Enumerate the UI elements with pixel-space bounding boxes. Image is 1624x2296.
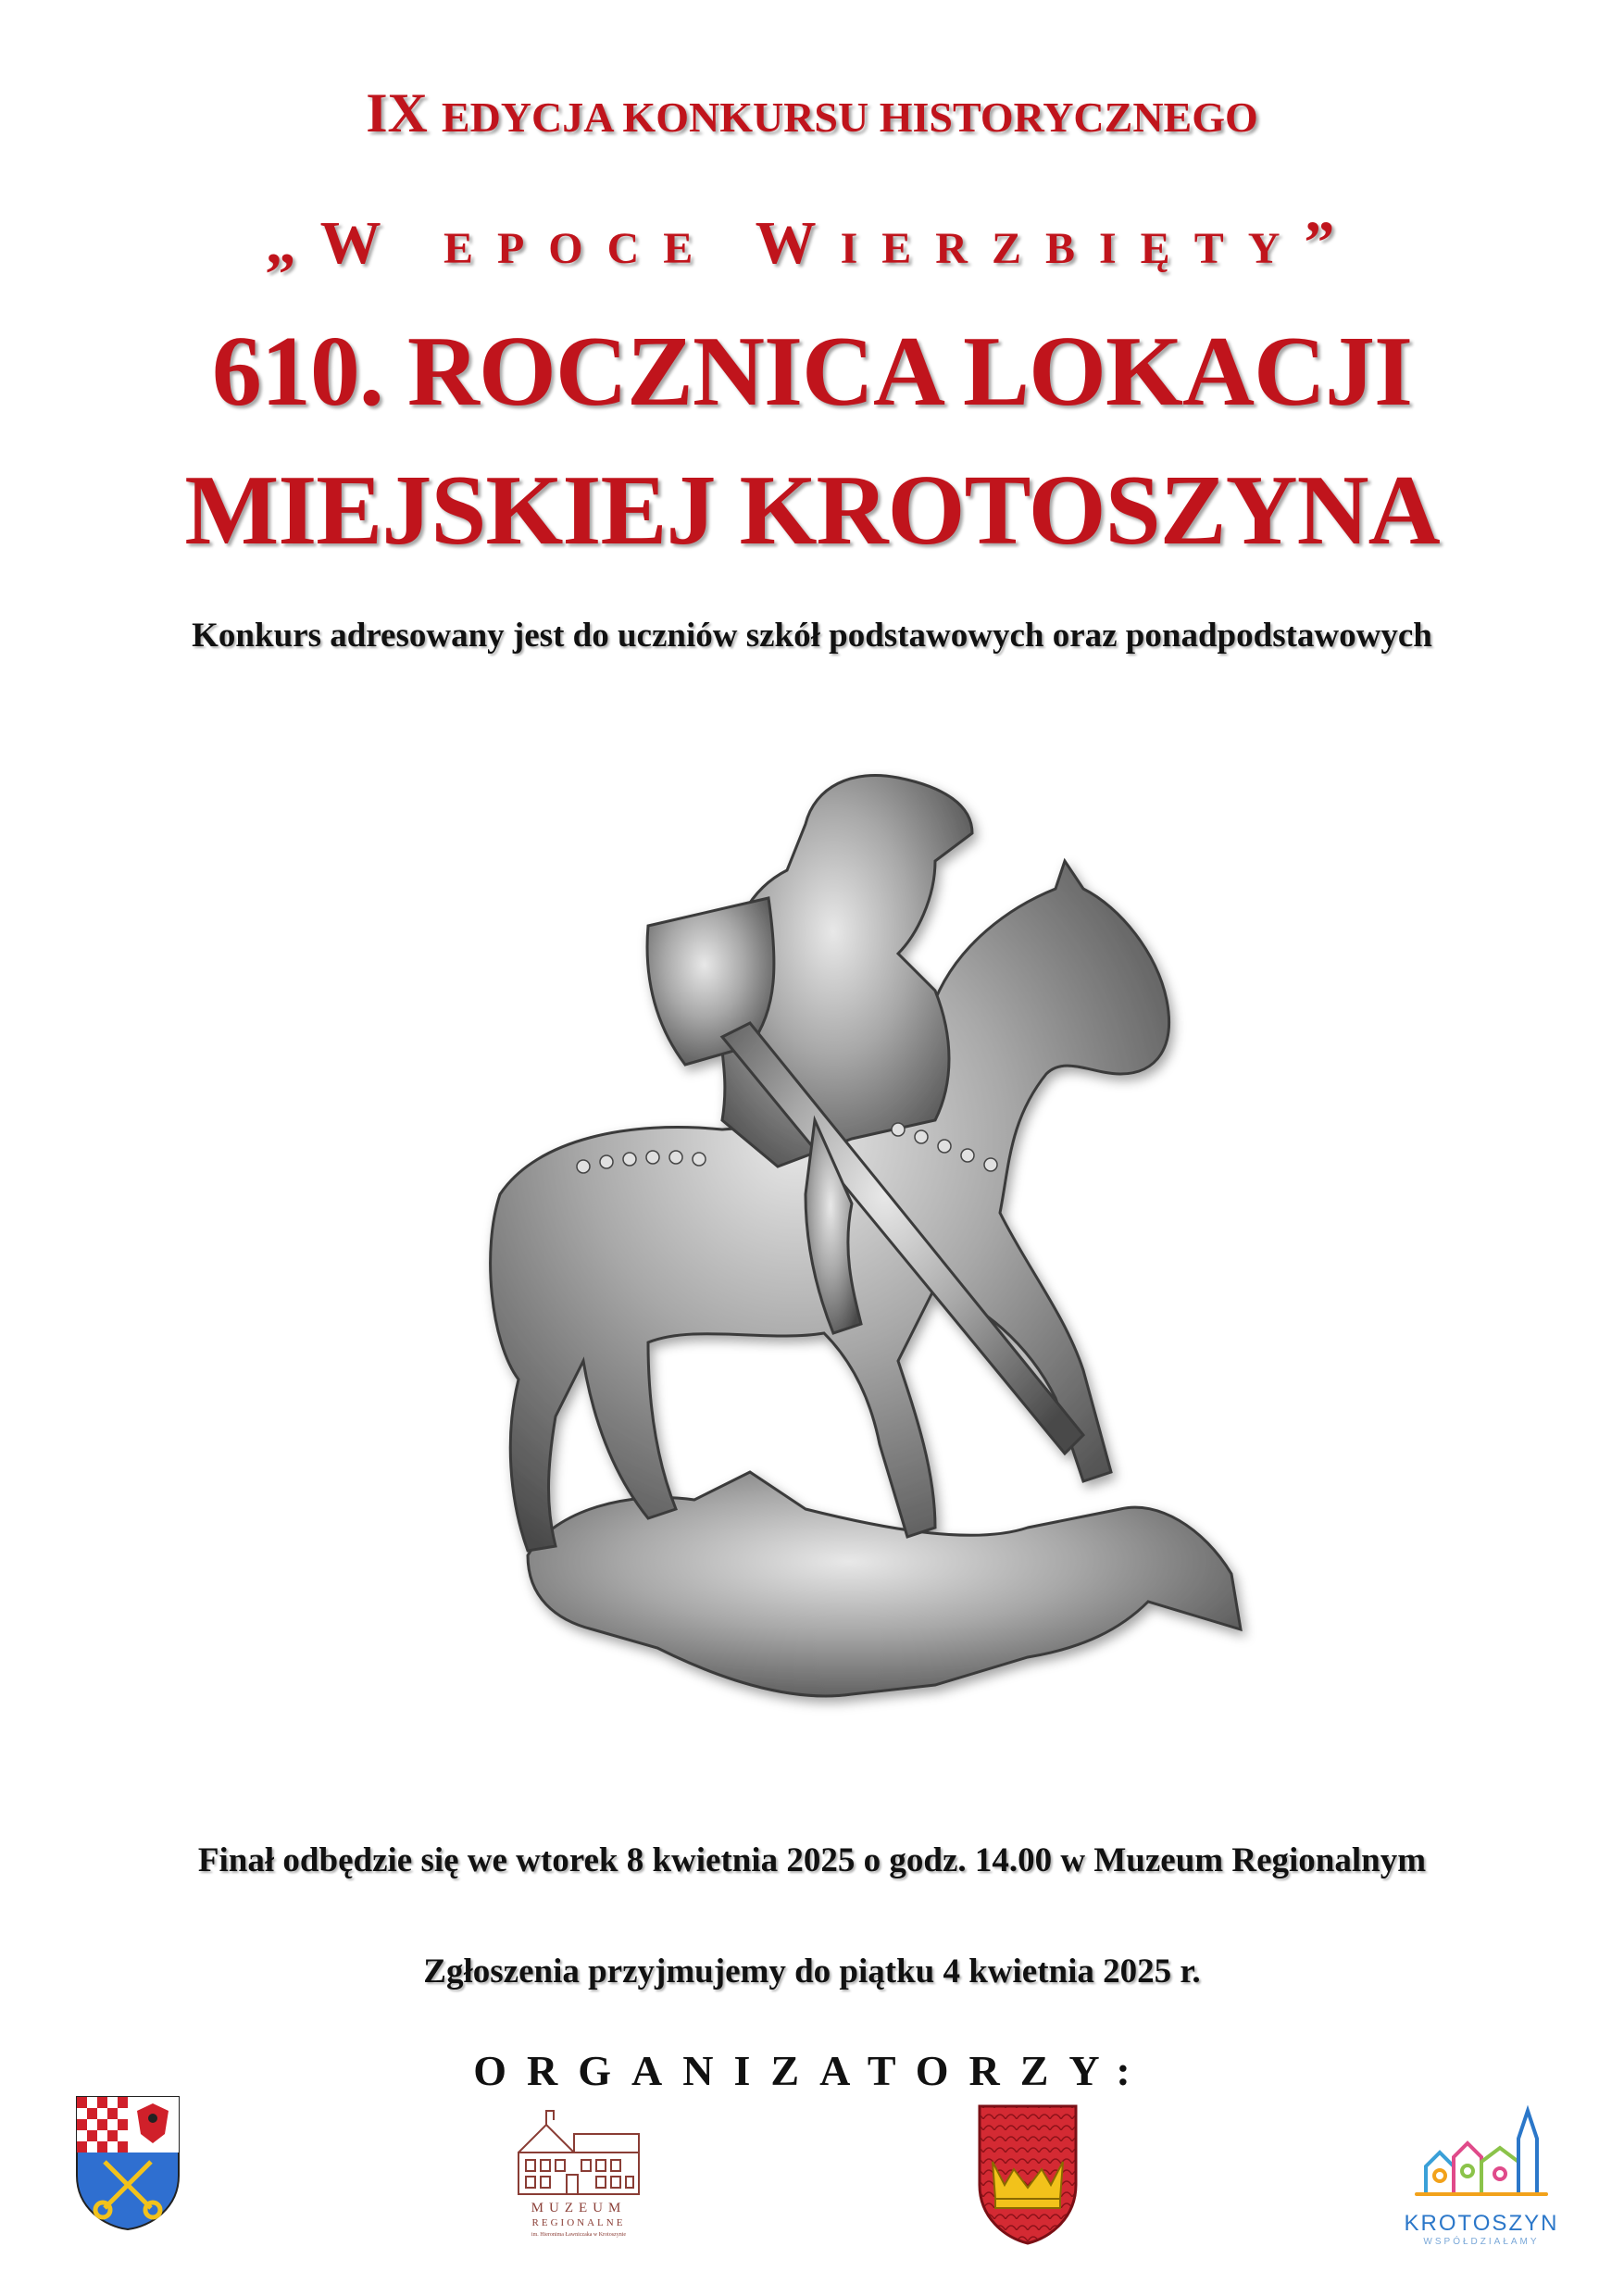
heading-anniversary-line1: 610. ROCZNICA LOKACJI [211, 317, 1413, 427]
city-skyline-icon [1389, 2102, 1574, 2208]
muzeum-label-line1: MUZEUM [531, 2201, 627, 2215]
museum-building-icon [509, 2097, 648, 2199]
heading-contest-name [0, 208, 1624, 279]
krotoszyn-coat-of-arms-logo [972, 2097, 1083, 2245]
muzeum-label-line3: im. Hieronima Ławniczaka w Krotoszynie [531, 2232, 627, 2238]
krotoszyn-logo-tagline: WSPÓŁDZIAŁAMY [1423, 2237, 1540, 2247]
subtitle: Konkurs adresowany jest do uczniów szkół podstawowych oraz ponadpodstawowych [192, 617, 1432, 655]
contest-name-open: „W [265, 209, 405, 277]
contest-name-word2: IERZBIĘTY [840, 224, 1305, 273]
edition-number: IX [366, 82, 428, 144]
heading-anniversary-line2: MIEJSKIEJ KROTOSZYNA [184, 455, 1440, 566]
knight-pin-image [417, 768, 1278, 1731]
powiat-coat-of-arms-logo [72, 2092, 183, 2231]
muzeum-label-line2: REGIONALNE [531, 2217, 626, 2228]
deadline-info: Zgłoszenia przyjmujemy do piątku 4 kwietnia 2025 r. [423, 1953, 1201, 1990]
heading-edition [0, 81, 1624, 145]
krotoszyn-logo-name: KROTOSZYN [1404, 2211, 1559, 2236]
contest-name-close: ” [1304, 209, 1359, 277]
contest-name-initial: W [755, 209, 841, 277]
krotoszyn-city-logo [1389, 2102, 1574, 2250]
contest-name-word1: EPOCE [443, 224, 718, 273]
edition-text: EDYCJA KONKURSU HISTORYCZNEGO [441, 94, 1258, 141]
organizers-title: ORGANIZATORZY: [473, 2047, 1151, 2094]
final-info: Finał odbędzie się we wtorek 8 kwietnia 2025 o godz. 14.00 w Muzeum Regionalnym [197, 1841, 1427, 1879]
muzeum-regionalne-logo [509, 2097, 648, 2245]
